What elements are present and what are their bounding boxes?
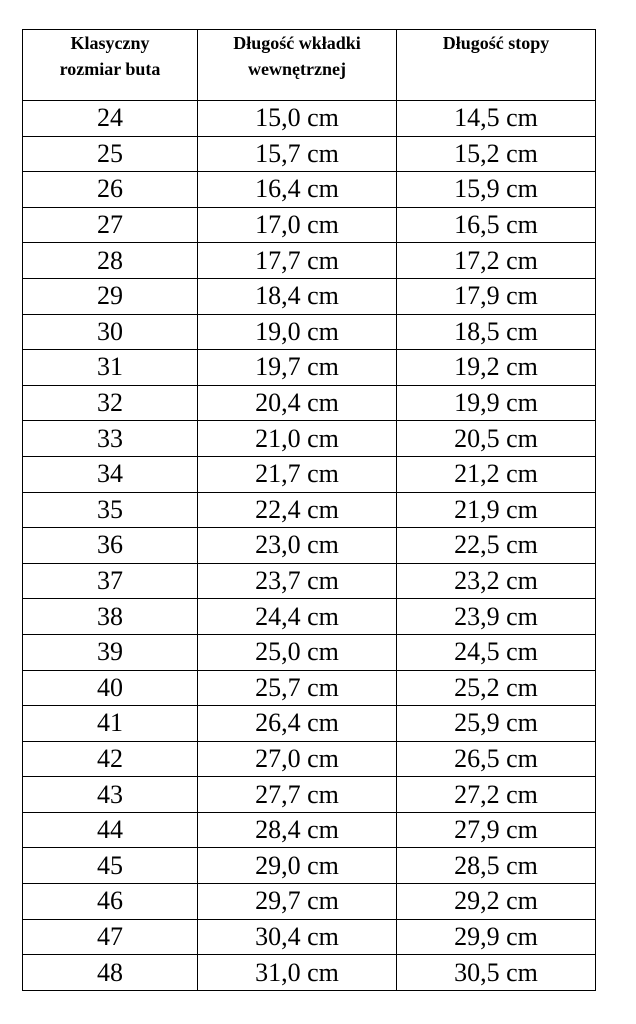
cell-shoe-size: 24 xyxy=(23,101,198,137)
table-row xyxy=(23,492,596,528)
cell-shoe-size: 47 xyxy=(23,919,198,955)
cell-shoe-size: 41 xyxy=(23,706,198,742)
cell-shoe-size: 39 xyxy=(23,634,198,670)
cell-foot-length: 20,5 cm xyxy=(397,421,596,457)
cell-foot-length: 23,9 cm xyxy=(397,599,596,635)
table-row xyxy=(23,812,596,848)
cell-shoe-size: 32 xyxy=(23,385,198,421)
cell-shoe-size: 37 xyxy=(23,563,198,599)
cell-insole-length: 27,0 cm xyxy=(198,741,397,777)
table-row xyxy=(23,385,596,421)
cell-foot-length: 15,2 cm xyxy=(397,136,596,172)
cell-insole-length: 17,0 cm xyxy=(198,207,397,243)
cell-shoe-size: 26 xyxy=(23,172,198,208)
cell-foot-length: 19,9 cm xyxy=(397,385,596,421)
cell-shoe-size: 28 xyxy=(23,243,198,279)
cell-foot-length: 21,9 cm xyxy=(397,492,596,528)
table-row xyxy=(23,207,596,243)
table-row xyxy=(23,350,596,386)
cell-insole-length: 29,7 cm xyxy=(198,884,397,920)
cell-foot-length: 24,5 cm xyxy=(397,634,596,670)
cell-shoe-size: 25 xyxy=(23,136,198,172)
cell-insole-length: 20,4 cm xyxy=(198,385,397,421)
header-line: rozmiar buta xyxy=(59,59,161,79)
table-row xyxy=(23,741,596,777)
table-row xyxy=(23,599,596,635)
cell-foot-length: 27,2 cm xyxy=(397,777,596,813)
cell-foot-length: 23,2 cm xyxy=(397,563,596,599)
cell-shoe-size: 31 xyxy=(23,350,198,386)
table-row xyxy=(23,278,596,314)
cell-insole-length: 28,4 cm xyxy=(198,812,397,848)
cell-insole-length: 31,0 cm xyxy=(198,955,397,991)
header-shoe-size xyxy=(23,30,198,101)
cell-shoe-size: 40 xyxy=(23,670,198,706)
cell-foot-length: 29,9 cm xyxy=(397,919,596,955)
cell-shoe-size: 29 xyxy=(23,278,198,314)
cell-foot-length: 16,5 cm xyxy=(397,207,596,243)
cell-insole-length: 18,4 cm xyxy=(198,278,397,314)
cell-insole-length: 19,0 cm xyxy=(198,314,397,350)
cell-insole-length: 16,4 cm xyxy=(198,172,397,208)
table-row xyxy=(23,919,596,955)
table-row xyxy=(23,706,596,742)
header-line: Długość wkładki xyxy=(233,33,361,53)
cell-foot-length: 15,9 cm xyxy=(397,172,596,208)
cell-foot-length: 14,5 cm xyxy=(397,101,596,137)
cell-insole-length: 24,4 cm xyxy=(198,599,397,635)
cell-shoe-size: 38 xyxy=(23,599,198,635)
cell-foot-length: 21,2 cm xyxy=(397,456,596,492)
cell-foot-length: 22,5 cm xyxy=(397,528,596,564)
cell-insole-length: 29,0 cm xyxy=(198,848,397,884)
cell-foot-length: 18,5 cm xyxy=(397,314,596,350)
cell-foot-length: 28,5 cm xyxy=(397,848,596,884)
header-line: wewnętrznej xyxy=(248,59,346,79)
header-line: Klasyczny xyxy=(70,33,150,53)
cell-shoe-size: 44 xyxy=(23,812,198,848)
cell-insole-length: 21,7 cm xyxy=(198,456,397,492)
cell-shoe-size: 30 xyxy=(23,314,198,350)
table-row xyxy=(23,848,596,884)
cell-shoe-size: 34 xyxy=(23,456,198,492)
cell-insole-length: 15,0 cm xyxy=(198,101,397,137)
table-row xyxy=(23,243,596,279)
cell-insole-length: 23,7 cm xyxy=(198,563,397,599)
cell-shoe-size: 46 xyxy=(23,884,198,920)
table-header xyxy=(23,30,596,101)
table-row xyxy=(23,777,596,813)
cell-shoe-size: 33 xyxy=(23,421,198,457)
cell-foot-length: 29,2 cm xyxy=(397,884,596,920)
cell-shoe-size: 27 xyxy=(23,207,198,243)
cell-shoe-size: 36 xyxy=(23,528,198,564)
header-insole-length xyxy=(198,30,397,101)
header-foot-length xyxy=(397,30,596,101)
cell-shoe-size: 42 xyxy=(23,741,198,777)
table-row xyxy=(23,884,596,920)
table-row xyxy=(23,955,596,991)
cell-foot-length: 19,2 cm xyxy=(397,350,596,386)
cell-shoe-size: 43 xyxy=(23,777,198,813)
table-row xyxy=(23,136,596,172)
table-row xyxy=(23,101,596,137)
table-row xyxy=(23,172,596,208)
cell-insole-length: 26,4 cm xyxy=(198,706,397,742)
cell-insole-length: 25,0 cm xyxy=(198,634,397,670)
table-row xyxy=(23,421,596,457)
cell-insole-length: 21,0 cm xyxy=(198,421,397,457)
cell-insole-length: 27,7 cm xyxy=(198,777,397,813)
header-row xyxy=(23,30,596,101)
table-row xyxy=(23,314,596,350)
table-row xyxy=(23,563,596,599)
cell-foot-length: 17,9 cm xyxy=(397,278,596,314)
table-body xyxy=(23,101,596,991)
cell-shoe-size: 45 xyxy=(23,848,198,884)
cell-insole-length: 30,4 cm xyxy=(198,919,397,955)
header-line: Długość stopy xyxy=(442,33,550,53)
cell-foot-length: 25,9 cm xyxy=(397,706,596,742)
cell-insole-length: 15,7 cm xyxy=(198,136,397,172)
cell-foot-length: 17,2 cm xyxy=(397,243,596,279)
table-row xyxy=(23,456,596,492)
shoe-size-table xyxy=(22,29,596,991)
table-row xyxy=(23,634,596,670)
table-row xyxy=(23,670,596,706)
cell-insole-length: 23,0 cm xyxy=(198,528,397,564)
cell-insole-length: 17,7 cm xyxy=(198,243,397,279)
cell-shoe-size: 48 xyxy=(23,955,198,991)
cell-foot-length: 27,9 cm xyxy=(397,812,596,848)
cell-foot-length: 30,5 cm xyxy=(397,955,596,991)
table-row xyxy=(23,528,596,564)
cell-shoe-size: 35 xyxy=(23,492,198,528)
cell-insole-length: 22,4 cm xyxy=(198,492,397,528)
cell-insole-length: 25,7 cm xyxy=(198,670,397,706)
cell-foot-length: 25,2 cm xyxy=(397,670,596,706)
cell-insole-length: 19,7 cm xyxy=(198,350,397,386)
cell-foot-length: 26,5 cm xyxy=(397,741,596,777)
